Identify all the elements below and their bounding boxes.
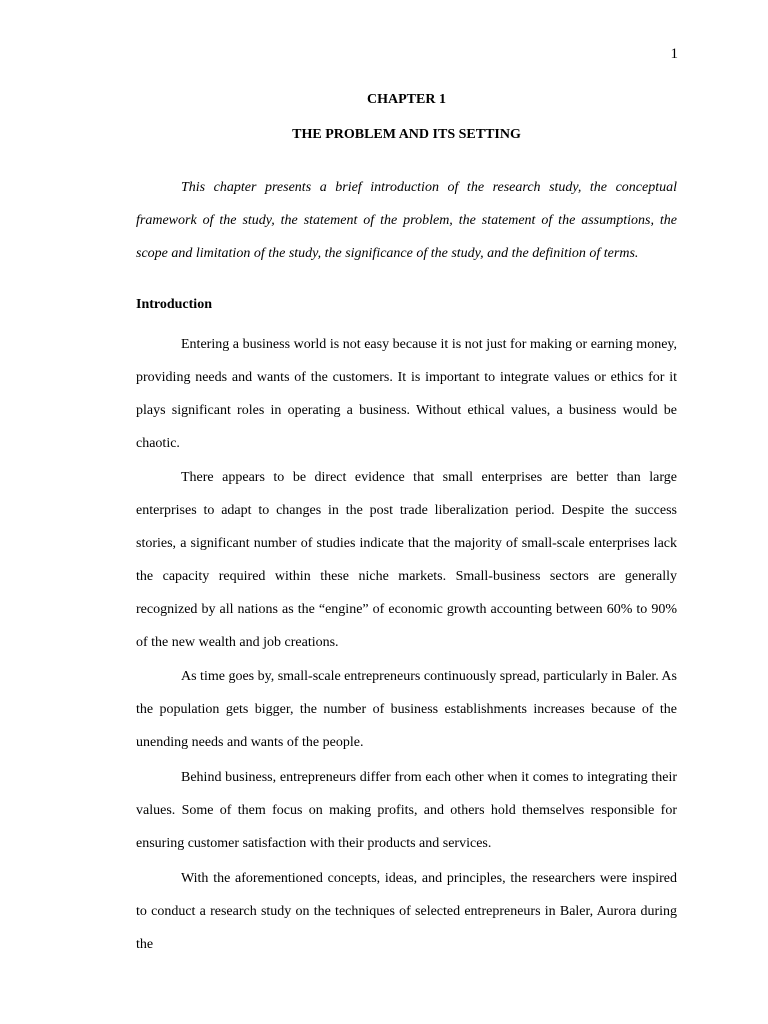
page-number: 1 — [670, 46, 678, 62]
chapter-intro-paragraph: This chapter presents a brief introduction of the research study, the conceptual framework of the study, the statement of the problem, the statement of the assumptions, the scope and limitation of the study, the significance of the study, and the definition of terms. — [136, 180, 677, 261]
body-paragraph: Entering a business world is not easy because it is not just for making or earning money, providing needs and wants of the customers. It is important to integrate values or ethics for it plays significant roles in operating a business. Without ethical values, a business would be chaotic. — [136, 337, 677, 451]
chapter-title: THE PROBLEM AND ITS SETTING — [292, 127, 521, 142]
chapter-label: CHAPTER 1 — [367, 92, 446, 107]
body-paragraph: Behind business, entrepreneurs differ from each other when it comes to integrating their values. Some of them focus on making profits, and others hold themselves responsible for ensuring customer satisfaction with their products and services. — [136, 770, 677, 851]
body-paragraph: There appears to be direct evidence that small enterprises are better than large enterprises to adapt to changes in the post trade liberalization period. Despite the success stories, a significant number of studies indicate that the majority of small-scale enterprises lack the capacity required within these niche markets. Small-business sectors are generally recognized by all nations as the “engine” of economic growth accounting between 60% to 90% of the new wealth and job creations. — [136, 470, 677, 650]
section-heading-introduction: Introduction — [136, 297, 212, 312]
body-paragraph: As time goes by, small-scale entrepreneurs continuously spread, particularly in Baler. As the population gets bigger, the number of business establishments increases because of the unending needs and wants of the people. — [136, 669, 677, 750]
body-paragraph: With the aforementioned concepts, ideas, and principles, the researchers were inspired to conduct a research study on the techniques of selected entrepreneurs in Baler, Aurora during the — [136, 871, 677, 952]
